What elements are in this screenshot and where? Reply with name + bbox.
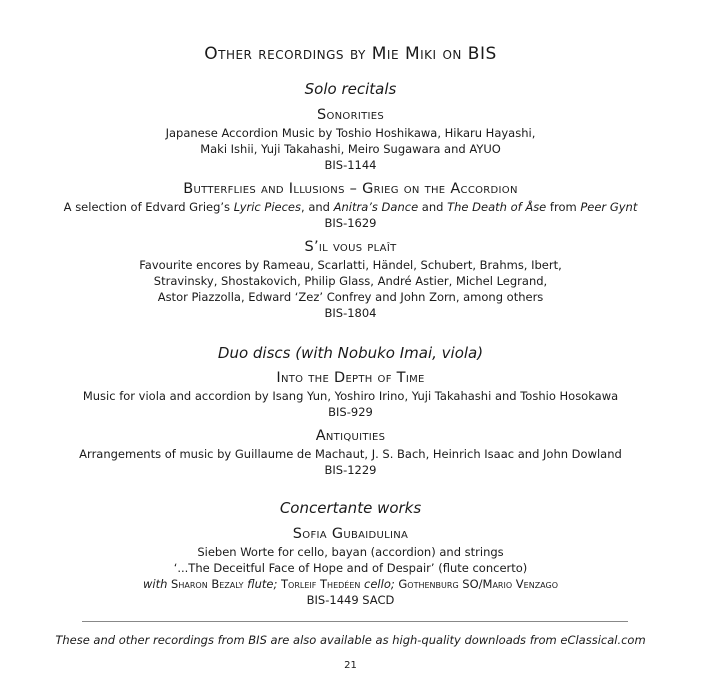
catalog-number: BIS-1804 [324, 306, 377, 320]
catalog-number: BIS-1144 [324, 158, 377, 172]
text-part: , and [301, 200, 334, 214]
catalog-number: BIS-1449 SACD [306, 593, 395, 607]
section-label-duo: Duo discs (with Nobuko Imai, viola) [217, 344, 484, 362]
page-number: 21 [344, 660, 357, 671]
album-title-antiquities: Antiquities [315, 428, 386, 444]
credit-with: with [142, 577, 172, 591]
text-part: A selection of Edvard Grieg’s [63, 200, 234, 214]
work-title: The Death of Åse [447, 200, 547, 214]
performer-credits [0, 576, 701, 592]
album-title-into-the-depth: Into the Depth of Time [276, 370, 425, 386]
work-title: Peer Gynt [580, 200, 638, 214]
footer-note: These and other recordings from BIS are also available as high-quality downloads from eClassical.com [55, 633, 646, 647]
album-description-line [0, 199, 701, 215]
section-label-concertante: Concertante works [279, 499, 422, 517]
album-title-sonorities: Sonorities [316, 107, 385, 123]
album-description-line: Arrangements of music by Guillaume de Machaut, J. S. Bach, Heinrich Isaac and John Dowland [79, 447, 622, 461]
credit-instrument: cello; [360, 577, 395, 591]
album-description-line: Japanese Accordion Music by Toshio Hoshikawa, Hikaru Hayashi, [165, 126, 536, 140]
work-title: Anitra’s Dance [333, 200, 419, 214]
text-part: from [546, 200, 581, 214]
album-description-line: Music for viola and accordion by Isang Yun, Yoshiro Irino, Yuji Takahashi and Toshio Hosokawa [82, 389, 619, 403]
catalog-number: BIS-929 [328, 405, 373, 419]
album-title-butterflies: Butterflies and Illusions – Grieg on the Accordion [183, 181, 518, 197]
album-title-sil-vous-plait: S’il vous plaît [304, 239, 397, 255]
credit-soloist: Torleif Thedéen [277, 577, 361, 591]
album-description-line: Stravinsky, Shostakovich, Philip Glass, André Astier, Michel Legrand, [153, 274, 548, 288]
album-title-gubaidulina: Sofia Gubaidulina [292, 526, 409, 542]
album-description-line: ‘...The Deceitful Face of Hope and of Despair’ (flute concerto) [173, 561, 528, 575]
catalog-number: BIS-1229 [324, 463, 377, 477]
credit-soloist: Sharon Bezaly [171, 577, 244, 591]
catalog-number: BIS-1629 [324, 216, 377, 230]
album-description-line: Favourite encores by Rameau, Scarlatti, Händel, Schubert, Brahms, Ibert, [139, 258, 562, 272]
album-description-line: Maki Ishii, Yuji Takahashi, Meiro Sugawara and AYUO [200, 142, 501, 156]
credit-orchestra: Gothenburg SO/Mario Venzago [394, 577, 559, 591]
section-label-solo: Solo recitals [304, 80, 397, 98]
text-part: and [418, 200, 448, 214]
album-description-line: Sieben Worte for cello, bayan (accordion) and strings [197, 545, 504, 559]
credit-instrument: flute; [243, 577, 278, 591]
divider [82, 621, 628, 622]
page-heading: Other recordings by Mie Miki on BIS [204, 44, 497, 64]
album-description-line: Astor Piazzolla, Edward ‘Zez’ Confrey and John Zorn, among others [157, 290, 544, 304]
work-title: Lyric Pieces [233, 200, 302, 214]
